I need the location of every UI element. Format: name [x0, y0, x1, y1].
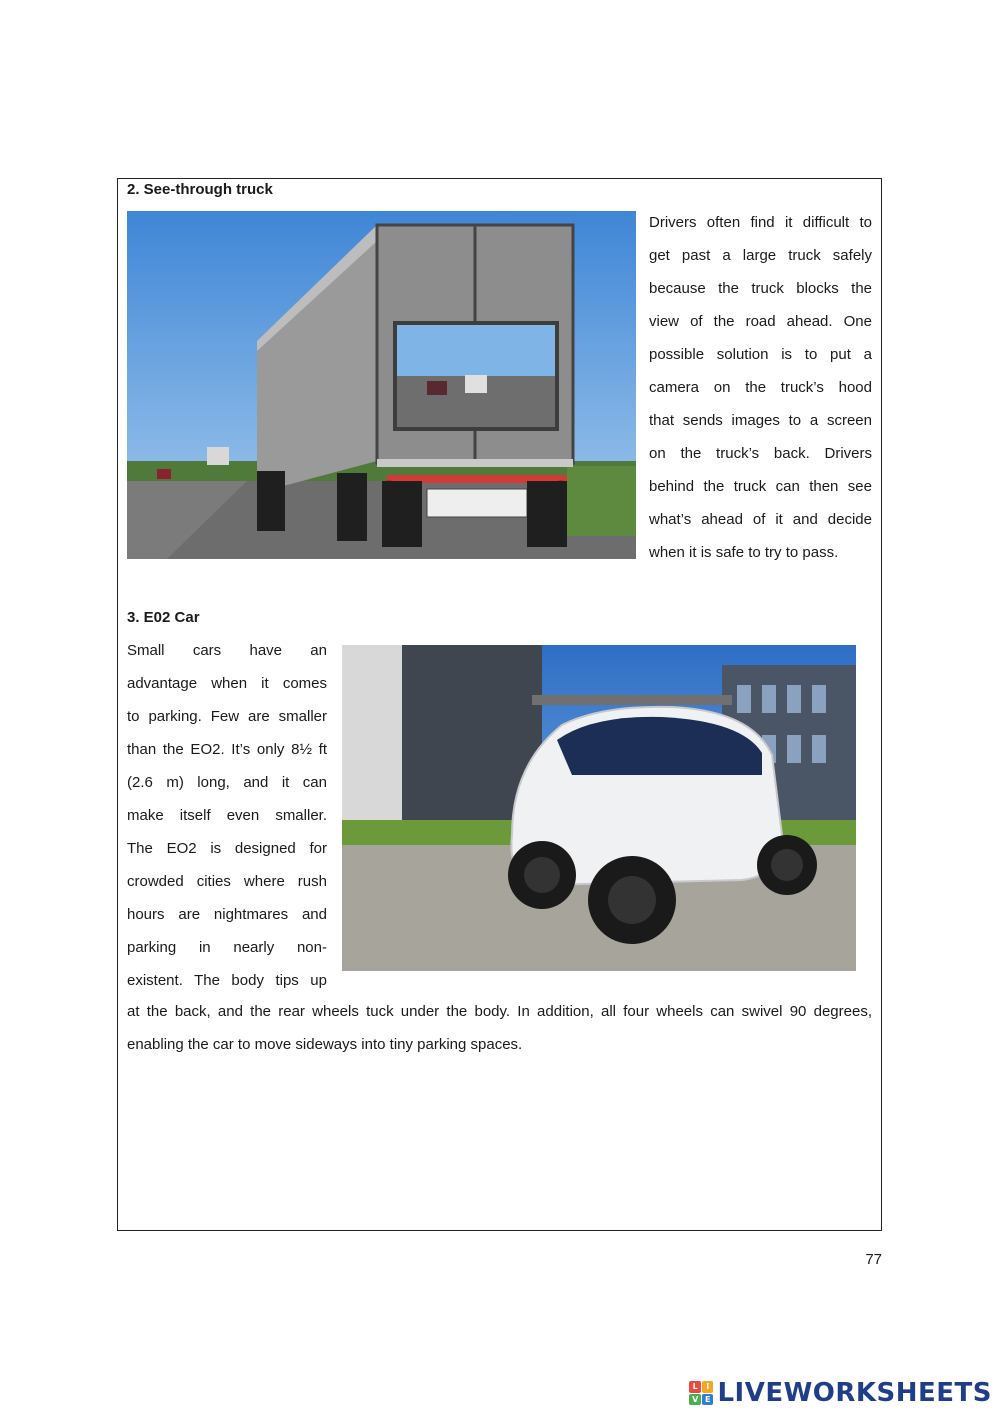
paragraph-line: to parking. Few are smaller: [127, 708, 327, 725]
paragraph-line: get past a large truck safely: [649, 247, 872, 264]
brand-name: LIVEWORKSHEETS: [717, 1378, 992, 1408]
brand-mark-letter: E: [702, 1394, 714, 1406]
section-3-heading: 3. E02 Car: [127, 609, 200, 626]
paragraph-line: enabling the car to move sideways into tiny parking spaces.: [127, 1036, 523, 1053]
paragraph-line: hours are nightmares and: [127, 906, 327, 923]
section-3-side-paragraph: [127, 634, 327, 997]
paragraph-line: Drivers often find it difficult to: [649, 214, 872, 231]
liveworksheets-mark-icon: [689, 1381, 713, 1405]
section-2-paragraph: [649, 206, 872, 569]
liveworksheets-logo: [689, 1378, 992, 1408]
brand-mark-letter: I: [702, 1381, 714, 1393]
page-number: 77: [865, 1251, 882, 1268]
eo2-car-photo: [342, 645, 856, 971]
section-2-heading: 2. See-through truck: [127, 181, 273, 198]
paragraph-line: view of the road ahead. One: [649, 313, 872, 330]
paragraph-line: what’s ahead of it and decide: [649, 511, 872, 528]
paragraph-line: that sends images to a screen: [649, 412, 872, 429]
brand-mark-letter: V: [689, 1394, 701, 1406]
paragraph-line: parking in nearly non-: [127, 939, 327, 956]
paragraph-line: than the EO2. It’s only 8½ ft: [127, 741, 327, 758]
see-through-truck-photo: [127, 211, 636, 559]
paragraph-line: because the truck blocks the: [649, 280, 872, 297]
paragraph-line: Small cars have an: [127, 642, 327, 659]
paragraph-line: existent. The body tips up: [127, 972, 327, 989]
paragraph-line: (2.6 m) long, and it can: [127, 774, 327, 791]
paragraph-line: behind the truck can then see: [649, 478, 872, 495]
paragraph-line: when it is safe to try to pass.: [649, 544, 839, 561]
paragraph-line: crowded cities where rush: [127, 873, 327, 890]
paragraph-line: at the back, and the rear wheels tuck under the body. In addition, all four wheels can swivel 90 degrees,: [127, 1003, 872, 1020]
section-3-full-paragraph: [127, 995, 872, 1061]
paragraph-line: make itself even smaller.: [127, 807, 327, 824]
brand-mark-letter: L: [689, 1381, 701, 1393]
paragraph-line: on the truck’s back. Drivers: [649, 445, 872, 462]
paragraph-line: advantage when it comes: [127, 675, 327, 692]
paragraph-line: camera on the truck’s hood: [649, 379, 872, 396]
paragraph-line: possible solution is to put a: [649, 346, 872, 363]
paragraph-line: The EO2 is designed for: [127, 840, 327, 857]
